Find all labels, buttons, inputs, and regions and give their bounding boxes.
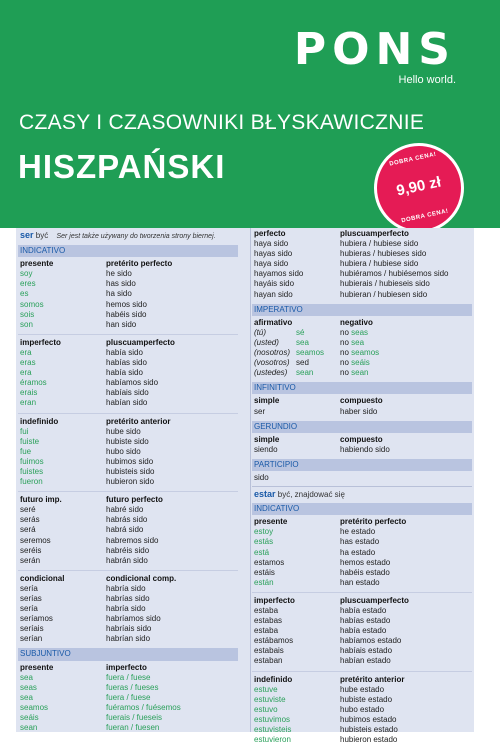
verb-form: fue xyxy=(20,446,32,456)
verb-form: estaba xyxy=(254,626,279,636)
verb-meaning: być, znajdować się xyxy=(277,490,345,500)
verb-form: sería xyxy=(20,604,38,614)
verb-form: habrá sido xyxy=(106,525,144,535)
verb-meaning: być xyxy=(35,231,49,240)
cover-title: CZASY I CZASOWNIKI BŁYSKAWICZNIE xyxy=(19,111,425,134)
verb-form: ha sido xyxy=(106,289,132,299)
verb-form: estuviste xyxy=(254,694,286,704)
verb-form: serás xyxy=(20,515,40,525)
verb-form: será xyxy=(20,525,36,535)
verb-form: estamos xyxy=(254,557,285,567)
verb-form: hubiste estado xyxy=(340,694,393,704)
person: (tú) xyxy=(254,327,266,337)
verb-form: hubieras / hubieses sido xyxy=(340,249,427,259)
separator xyxy=(18,570,238,571)
imperative-row xyxy=(254,328,470,338)
verb-form: habrías sido xyxy=(106,594,150,603)
section-imperativo: IMPERATIVO xyxy=(252,304,472,316)
verb-form: estoy xyxy=(254,527,274,537)
verb-form: sería xyxy=(20,583,38,593)
verb-form: seáis xyxy=(20,713,39,723)
person: (vosotros) xyxy=(254,358,290,368)
negation: no xyxy=(340,327,352,337)
verb-form: fuera / fuese xyxy=(106,692,151,702)
verb-form: había estado xyxy=(340,606,387,615)
verb-form: fueras / fueses xyxy=(106,682,159,692)
verb-form: habrán sido xyxy=(106,555,148,565)
tense-group xyxy=(252,673,472,748)
brand-tagline: Hello world. xyxy=(398,74,456,86)
verb-form: habríais sido xyxy=(106,624,152,634)
verb-form: hubimos sido xyxy=(106,456,154,466)
verb-form: habríamos sido xyxy=(106,614,161,624)
verb-form: habremos sido xyxy=(106,535,159,545)
verb-form: estábamos xyxy=(254,636,294,646)
person: (usted) xyxy=(254,337,279,347)
verb-form: estabais xyxy=(254,646,284,656)
verb-form: seas xyxy=(351,327,369,337)
verb-form: estabas xyxy=(254,616,283,626)
sticker-text-top: DOBRA CENA! xyxy=(388,151,438,168)
verb-form: eras xyxy=(20,358,36,368)
tense-heading: futuro perfecto xyxy=(106,495,163,505)
verb-form: habías sido xyxy=(106,358,147,368)
verb-form: seríais xyxy=(20,624,44,634)
verb-form: sean xyxy=(20,723,38,733)
imperative-row xyxy=(254,348,470,358)
verb-form: estuve xyxy=(254,684,278,694)
verb-form: soy xyxy=(20,269,33,279)
tense-group xyxy=(252,594,472,670)
verb-form: siendo xyxy=(254,444,278,454)
tense-heading: futuro imp. xyxy=(20,495,62,505)
negation: no xyxy=(340,337,352,347)
tense-heading: pluscuamperfecto xyxy=(340,229,409,238)
verb-form: seremos xyxy=(20,535,51,545)
verb-form: hubisteis estado xyxy=(340,725,398,735)
verb-form: haya sido xyxy=(254,259,289,269)
tense-group xyxy=(252,228,472,303)
tense-heading: condicional xyxy=(20,573,65,583)
verb-form: hubieron sido xyxy=(106,477,155,487)
verb-form: habría sido xyxy=(106,583,146,593)
sticker-price: 9,90 zł xyxy=(394,173,443,200)
tense-group xyxy=(18,336,238,412)
verb-form: sea xyxy=(20,692,33,702)
tense-heading: imperfecto xyxy=(20,337,61,347)
verb-form: habíais sido xyxy=(106,388,149,398)
verb-form: había sido xyxy=(106,347,143,357)
verb-form: has estado xyxy=(340,537,380,547)
verb-form: sean xyxy=(351,368,369,378)
verb-form: estuvimos xyxy=(254,714,291,724)
verb-form: eres xyxy=(20,279,36,289)
tense-heading: perfecto xyxy=(254,229,286,238)
verb-form: sois xyxy=(20,309,35,319)
verb-form: sé xyxy=(296,327,305,337)
verb-form: hubo estado xyxy=(340,704,385,714)
verb-form: habréis sido xyxy=(106,545,150,555)
verb-form: habían estado xyxy=(340,656,391,666)
verb-form: fui xyxy=(20,426,29,436)
tense-heading: pretérito anterior xyxy=(106,416,171,426)
cover-subtitle: HISZPAŃSKI xyxy=(18,148,226,185)
verb-form: seamos xyxy=(20,702,49,712)
negation: no xyxy=(340,368,352,378)
verb-ser: ser xyxy=(20,230,34,240)
pons-logo xyxy=(293,24,456,86)
tense-heading: compuesto xyxy=(340,434,383,444)
verb-form: haya sido xyxy=(254,239,289,249)
verb-form: sea xyxy=(351,337,365,347)
verb-form: hubieron estado xyxy=(340,735,398,745)
verb-form: hemos sido xyxy=(106,299,147,309)
verb-form: hube estado xyxy=(340,684,385,694)
verb-form: hayamos sido xyxy=(254,269,304,279)
verb-form: haber sido xyxy=(340,406,378,416)
verb-form: sea xyxy=(20,672,33,682)
imperative-row xyxy=(254,368,470,378)
tense-group xyxy=(252,394,472,419)
tense-group xyxy=(18,493,238,569)
verb-estar: estar xyxy=(254,489,276,500)
verb-form: seréis xyxy=(20,545,42,555)
verb-form: estuvieron xyxy=(254,735,291,745)
verb-form: hubiste sido xyxy=(106,436,149,446)
tense-group xyxy=(18,661,238,737)
verb-form: serán xyxy=(20,555,41,565)
verb-form: eran xyxy=(20,398,37,408)
verb-form: hube sido xyxy=(106,426,141,436)
verb-form: habiendo sido xyxy=(340,444,390,454)
verb-form: hubierais / hubieseis sido xyxy=(340,279,430,289)
verb-form: sido xyxy=(254,472,269,482)
verb-form: estuvo xyxy=(254,704,278,714)
tense-heading: imperfecto xyxy=(254,595,295,605)
left-column xyxy=(18,228,238,736)
verb-form: fuiste xyxy=(20,436,40,446)
separator xyxy=(18,334,238,335)
separator xyxy=(252,671,472,672)
tense-heading: simple xyxy=(254,396,280,406)
verb-form: habíamos estado xyxy=(340,636,402,646)
verb-form: hubiera / hubiese sido xyxy=(340,239,419,249)
verb-form: hayan sido xyxy=(254,289,293,299)
section-subjuntivo: SUBJUNTIVO xyxy=(18,648,238,660)
verb-form: serías xyxy=(20,594,42,603)
tense-heading: presente xyxy=(20,662,54,672)
tense-heading: afirmativo xyxy=(254,317,293,327)
verb-form: habrás sido xyxy=(106,515,148,525)
verb-form: serían xyxy=(20,634,43,644)
verb-form: seré xyxy=(20,505,36,515)
verb-form: habría sido xyxy=(106,604,146,614)
verb-form: sea xyxy=(296,337,309,347)
verb-form: fuéramos / fuésemos xyxy=(106,702,181,712)
tense-heading: indefinido xyxy=(254,674,293,684)
section-indicativo: INDICATIVO xyxy=(252,503,472,515)
section-gerundio: GERUNDIO xyxy=(252,421,472,433)
verb-form: está xyxy=(254,547,270,557)
tense-heading: pluscuamperfecto xyxy=(106,337,175,347)
verb-form: estás xyxy=(254,537,274,547)
verb-note: Ser jest także używany do tworzenia strony biernej. xyxy=(56,233,216,240)
verb-form: fuistes xyxy=(20,466,44,476)
section-indicativo: INDICATIVO xyxy=(18,245,238,257)
sticker-text-bottom: DOBRA CENA! xyxy=(400,208,450,225)
tense-heading: condicional comp. xyxy=(106,573,177,583)
section-infinitivo: INFINITIVO xyxy=(252,382,472,394)
verb-form: sean xyxy=(296,368,314,378)
verb-form: fueron xyxy=(20,477,43,487)
separator xyxy=(18,491,238,492)
imperative-row xyxy=(254,338,470,348)
tense-group xyxy=(252,471,472,486)
section-participio: PARTICIPIO xyxy=(252,459,472,471)
conjugation-sheet xyxy=(16,228,474,745)
tense-group xyxy=(252,316,472,382)
verb-form: estuvisteis xyxy=(254,725,292,735)
verb-form: estáis xyxy=(254,567,275,577)
negation: no xyxy=(340,358,352,368)
verb-form: es xyxy=(20,289,29,299)
verb-form: habían sido xyxy=(106,398,148,408)
imperative-row xyxy=(254,358,470,368)
verb-form: habré sido xyxy=(106,505,144,515)
verb-form: fuerais / fueseis xyxy=(106,713,163,723)
tense-heading: pretérito perfecto xyxy=(340,517,407,527)
tense-group xyxy=(18,415,238,491)
person: (ustedes) xyxy=(254,368,288,378)
column-divider xyxy=(250,228,251,732)
tense-group xyxy=(252,515,472,591)
tense-heading: pretérito anterior xyxy=(340,674,405,684)
negation: no xyxy=(340,348,352,358)
verb-form: hemos estado xyxy=(340,557,391,567)
verb-form: fuera / fuese xyxy=(106,672,151,682)
verb-form: hubiéramos / hubiésemos sido xyxy=(340,269,449,279)
verb-form: estaban xyxy=(254,656,283,666)
tense-heading: imperfecto xyxy=(106,662,147,672)
tense-heading: pluscuamperfecto xyxy=(340,595,409,605)
verb-form: he estado xyxy=(340,527,376,537)
verb-form: hubisteis sido xyxy=(106,466,155,476)
verb-form: seas xyxy=(20,682,37,692)
tense-heading: presente xyxy=(254,517,288,527)
verb-form: habrían sido xyxy=(106,634,151,644)
verb-form: seríamos xyxy=(20,614,53,624)
tense-heading: compuesto xyxy=(340,396,383,406)
tense-heading: presente xyxy=(20,259,54,269)
verb-form: seamos xyxy=(351,348,380,358)
verb-form: habéis sido xyxy=(106,309,147,319)
tense-group xyxy=(252,433,472,458)
person: (nosotros) xyxy=(254,348,291,358)
tense-group xyxy=(18,257,238,333)
verb-form: era xyxy=(20,347,32,357)
verb-form: seamos xyxy=(296,348,325,358)
verb-form: hayas sido xyxy=(254,249,293,259)
verb-form: estaba xyxy=(254,606,279,615)
verb-form: había estado xyxy=(340,626,387,636)
verb-form: ha estado xyxy=(340,547,376,557)
verb-form: somos xyxy=(20,299,44,309)
brand-wordmark: PONS xyxy=(293,24,456,75)
verb-form: habíamos sido xyxy=(106,378,159,388)
verb-form: fueran / fuesen xyxy=(106,723,160,733)
verb-form: seáis xyxy=(351,358,370,368)
verb-form: era xyxy=(20,368,32,378)
verb-form: hubieran / hubiesen sido xyxy=(340,289,428,299)
verb-form: has sido xyxy=(106,279,136,289)
verb-form: éramos xyxy=(20,378,47,388)
tense-heading: indefinido xyxy=(20,416,59,426)
verb-form: están xyxy=(254,577,274,587)
verb-form: fuimos xyxy=(20,456,44,466)
tense-heading: negativo xyxy=(340,317,373,327)
verb-form: han sido xyxy=(106,319,137,329)
verb-form: erais xyxy=(20,388,38,398)
verb-form: ser xyxy=(254,406,266,416)
tense-heading: pretérito perfecto xyxy=(106,259,173,269)
tense-heading: simple xyxy=(254,434,280,444)
verb-header-estar xyxy=(252,486,472,502)
separator xyxy=(252,592,472,593)
verb-form: hubiera / hubiese sido xyxy=(340,259,419,269)
separator xyxy=(18,413,238,414)
verb-form: sed xyxy=(296,358,309,368)
verb-header-ser xyxy=(18,228,238,244)
verb-form: han estado xyxy=(340,577,380,587)
verb-form: son xyxy=(20,319,33,329)
verb-form: hubo sido xyxy=(106,446,141,456)
verb-form: habéis estado xyxy=(340,567,390,577)
verb-form: hubimos estado xyxy=(340,714,397,724)
tense-group xyxy=(18,572,238,648)
verb-form: he sido xyxy=(106,269,132,279)
verb-form: hayáis sido xyxy=(254,279,295,289)
verb-form: había sido xyxy=(106,368,143,378)
verb-form: habíais estado xyxy=(340,646,393,656)
right-column xyxy=(252,228,472,748)
verb-form: habías estado xyxy=(340,616,391,626)
